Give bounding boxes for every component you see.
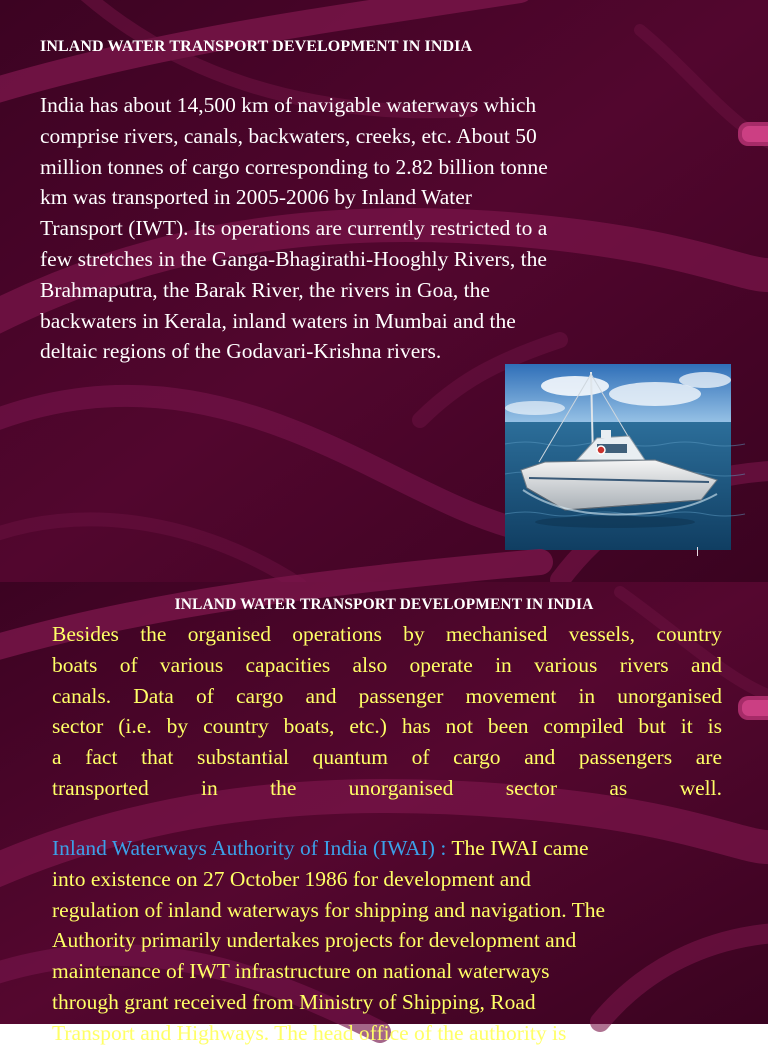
paragraph-line: canals. Data of cargo and passenger movement in unorganised — [52, 683, 722, 708]
iwai-line-start: The IWAI came — [446, 836, 589, 860]
paragraph-line: sector (i.e. by country boats, etc.) has not been compiled but it is — [52, 714, 722, 739]
paragraph-line: maintenance of IWT infrastructure on national waterways — [52, 959, 550, 984]
paragraph-line: Besides the organised operations by mechanised vessels, country — [52, 622, 722, 646]
paragraph-line: comprise rivers, canals, backwaters, creeks, etc. About 50 — [40, 123, 537, 148]
paragraph-line: through grant received from Ministry of Shipping, Road — [52, 989, 536, 1014]
paragraph-line: boats of various capacities also operate in various rivers and — [52, 652, 722, 677]
paragraph-line: Brahmaputra, the Barak River, the rivers in Goa, the — [40, 277, 490, 302]
slide-2 — [0, 582, 768, 1045]
boat-image — [505, 364, 731, 550]
slide-2-paragraph — [52, 619, 722, 804]
slide-1-title: INLAND WATER TRANSPORT DEVELOPMENT IN INDIA — [40, 38, 473, 55]
iwai-paragraph — [52, 833, 722, 1049]
boat-illustration — [505, 364, 731, 550]
paragraph-line: into existence on 27 October 1986 for development and — [52, 866, 531, 891]
paragraph-line: Authority primarily undertakes projects for development and — [52, 928, 577, 953]
iwai-label: Inland Waterways Authority of India (IWAI) : — [52, 836, 447, 860]
paragraph-line: regulation of inland waterways for shipping and navigation. The — [52, 897, 606, 922]
slide-2-title: INLAND WATER TRANSPORT DEVELOPMENT IN INDIA — [174, 596, 594, 613]
paragraph-line: India has about 14,500 km of navigable waterways which — [40, 93, 537, 117]
page-mark — [697, 547, 698, 556]
paragraph-line: Transport (IWT). Its operations are currently restricted to a — [40, 216, 548, 241]
paragraph-line: deltaic regions of the Godavari-Krishna rivers. — [40, 339, 442, 364]
paragraph-line: a fact that substantial quantum of cargo and passengers are — [52, 745, 722, 770]
paragraph-line: Transport and Highways. The head office of the authority is — [52, 1020, 567, 1045]
paragraph-line — [52, 833, 722, 864]
paragraph-line: million tonnes of cargo corresponding to 2.82 billion tonne — [40, 154, 548, 179]
paragraph-line: km was transported in 2005-2006 by Inland Water — [40, 185, 472, 210]
slide-1-paragraph — [40, 90, 670, 367]
paragraph-line: few stretches in the Ganga-Bhagirathi-Hooghly Rivers, the — [40, 246, 547, 271]
paragraph-line: backwaters in Kerala, inland waters in Mumbai and the — [40, 308, 516, 333]
paragraph-line: transported in the unorganised sector as well. — [52, 775, 722, 800]
